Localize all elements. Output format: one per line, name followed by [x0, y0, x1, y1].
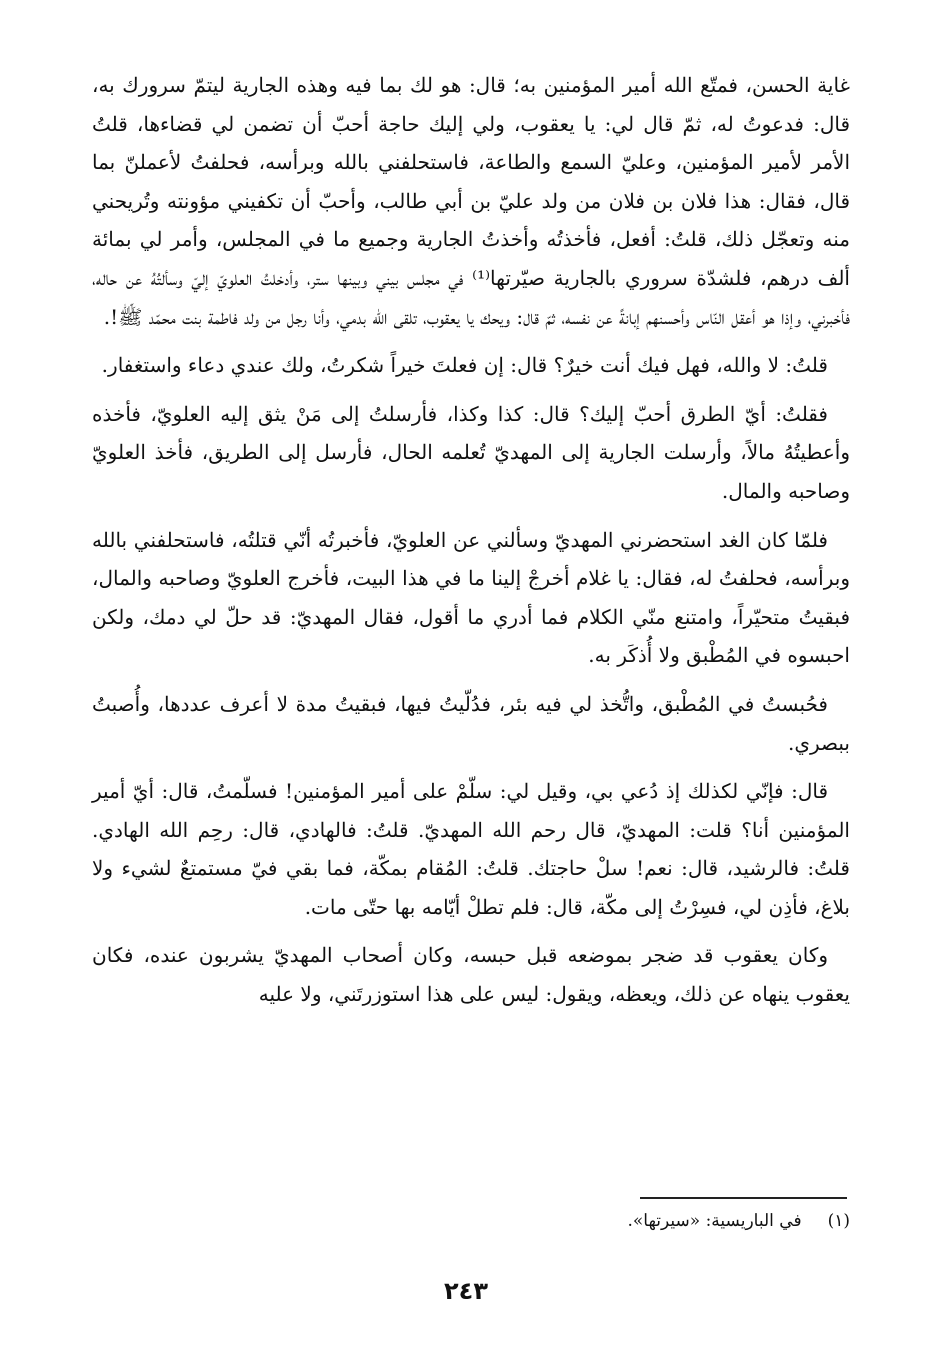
footnote-text: في الباريسية: «سيرتها». — [627, 1211, 802, 1231]
footnote-number: (١) — [827, 1211, 850, 1231]
footnote — [92, 1207, 850, 1235]
paragraph: قال: فإنّي لكذلك إذ دُعي بي، وقيل لي: سلّمْ على أمير المؤمنين! فسلّمتُ، قال: أيّ أمير المؤمنين أنا؟ قلت: المهديّ، قال رحم الله المهديّ. قلتُ: فالهادي، قال: رحِم الله الهادي. قلتُ: فالرشيد، قال: نعم! سلْ حاجتك. قلتُ: المُقام بمكّة، فما بقي فيّ مستمتعٌ لشيء ولا بلاغ، فأذِن لي، فسِرْتُ إلى مكّة، قال: فلم تطلْ أيّامه بها حتّى مات. — [92, 779, 850, 919]
paragraph: فلمّا كان الغد استحضرني المهديّ وسألني عن العلويّ، فأخبرتُه أنّي قتلتُه، فاستحلفني بالله وبرأسه، فحلفتُ له، فقال: يا غلام أخرجْ إلينا ما في هذا البيت، فأخرج العلويّ وصاحبه والمال، فبقيتُ متحيّراً، وامتنع منّي الكلام فما أدري ما أقول، فقال المهديّ: قد حلّ لي دمك، ولكن احبسوه في المُطْبق ولا أُذكَر به. — [92, 527, 851, 668]
paragraph: غاية الحسن، فمتّع الله أمير المؤمنين به؛ قال: هو لك بما فيه وهذه الجارية ليتمّ سرورك به، قال: فدعوتُ له، ثمّ قال لي: يا يعقوب، ولي إليك حاجة أحبّ أن تضمن لي قضاءها، قلتُ الأمر لأمير المؤمنين، وعليّ السمع والطاعة، فاستحلفني بالله وبرأسه، فحلفتُ لأعملنّ بما قال، فقال: هذا فلان بن فلان من ولد عليّ بن أبي طالب، وأحبّ أن تكفيني مؤونته وتُريحني منه وتعجّل ذلك، قلتُ: أفعل، فأخذتُه وأخذتُ الجارية وجميع ما في المجلس، وأمر لي بمائة ألف درهم، فلشدّة سروري بالجارية صيّرتها⁽¹⁾ في مجلس بيني وبينها ستر، وأدخلتُ العلويّ إليّ وسألتُهُ عن حاله، فأخبرني، وإذا هو أعقل النّاس وأحسنهم إبانةً عن نفسه، ثمّ قال: ويحك يا يعقوب، تلقى الله بدمي، وأنا رجل من ولد فاطمة بنت محمّد ﷺ!. — [92, 73, 850, 329]
footnote-separator — [640, 1197, 847, 1199]
page-number: ٢٤٣ — [444, 1277, 488, 1305]
paragraph: قلتُ: لا والله، فهل فيك أنت خيرٌ؟ قال: إن فعلتَ خيراً شكرتُ، ولك عندي دعاء واستغفار. — [101, 353, 828, 378]
paragraph: فحُبستُ في المُطْبق، واتُّخذ لي فيه بئر، فدُلّيتُ فيها، فبقيتُ مدة لا أعرف عددها، وأُصبتُ ببصري. — [92, 691, 850, 755]
paragraph: وكان يعقوب قد ضجر بموضعه قبل حبسه، وكان أصحاب المهديّ يشربون عنده، فكان يعقوب ينهاه عن ذلك، ويعظه، ويقول: ليس على هذا استوزرتَني، ولا عليه — [92, 943, 850, 1007]
main-text — [92, 66, 850, 1024]
paragraph: فقلتُ: أيّ الطرق أحبّ إليك؟ قال: كذا وكذا، فأرسلتُ إلى مَنْ يثق إليه العلويّ، فأخذه وأعطيتُهُ مالاً، وأرسلت الجارية إلى المهديّ تُعلمه الحال، فأرسل إلى الطريق، فأخذ العلويّ وصاحبه والمال. — [92, 401, 850, 503]
